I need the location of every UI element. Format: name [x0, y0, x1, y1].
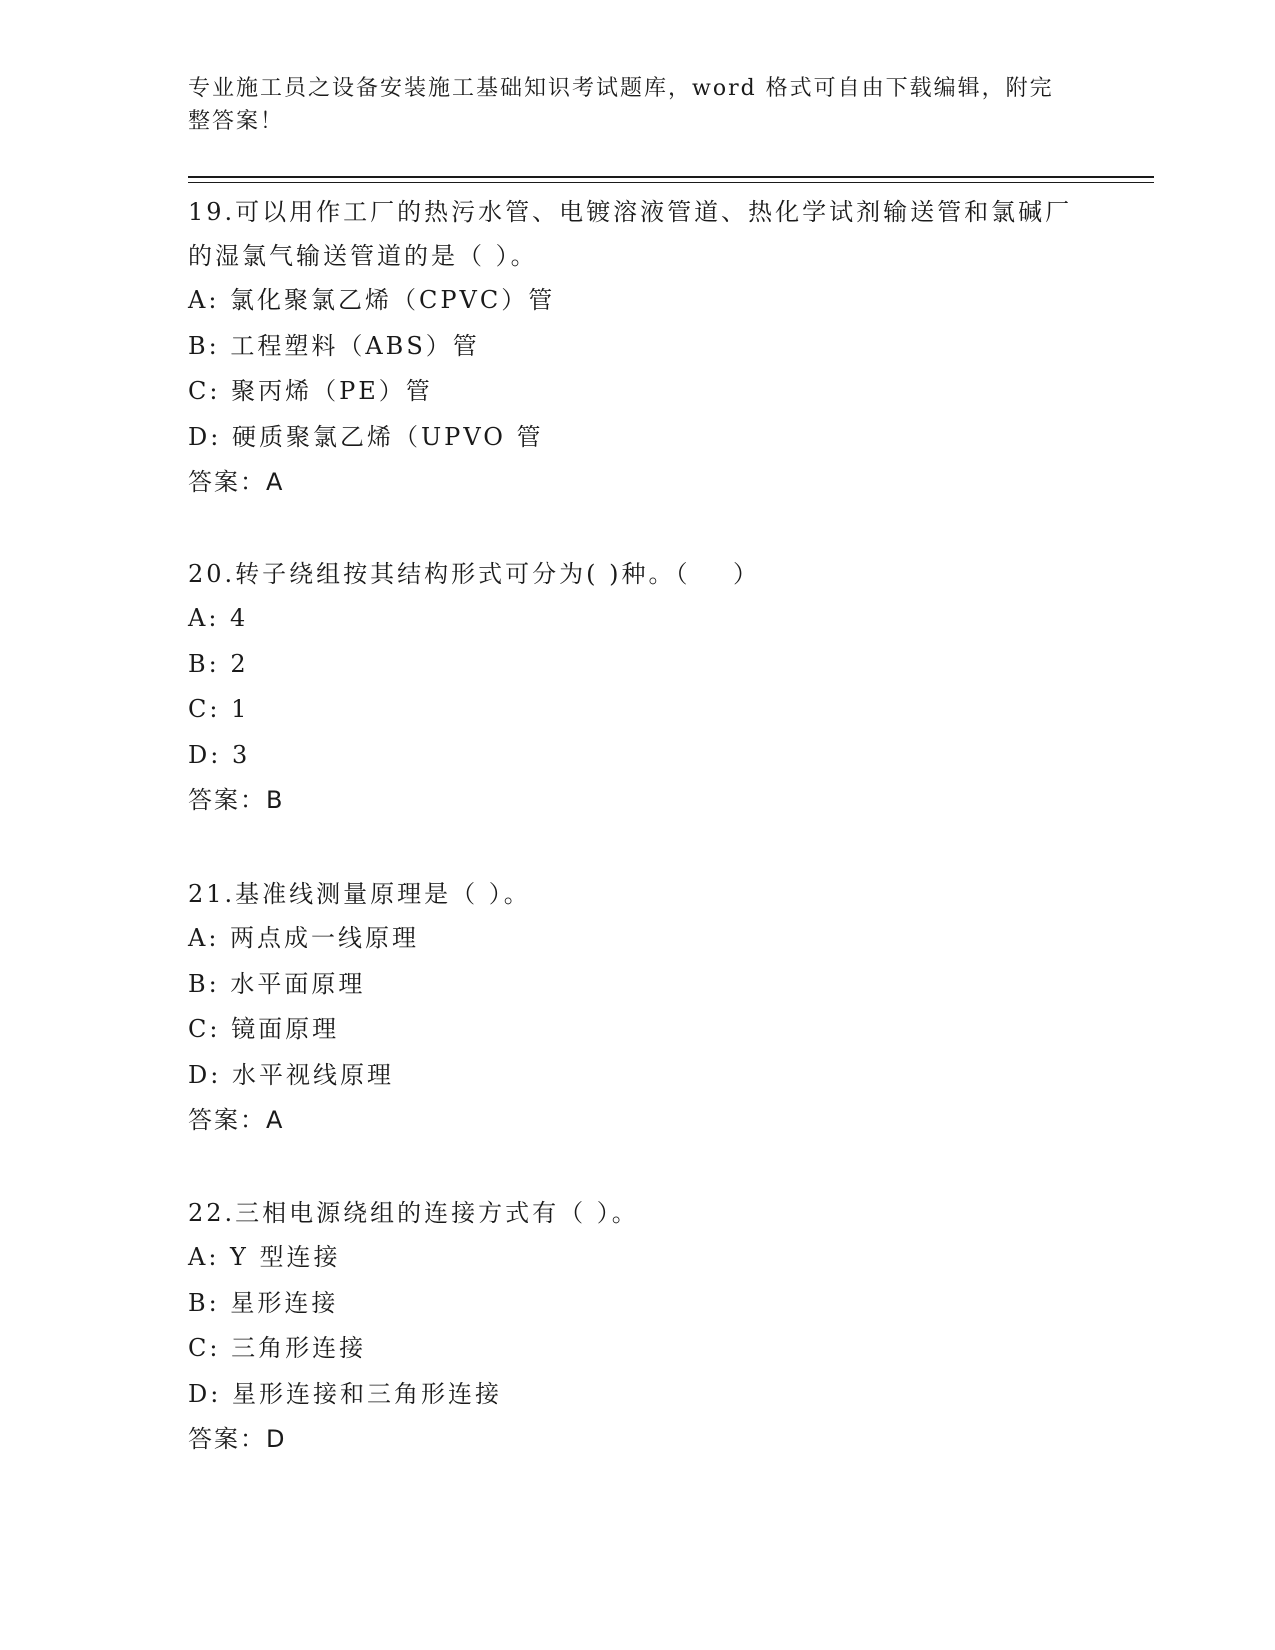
- option-d: D: 星形连接和三角形连接: [188, 1379, 502, 1408]
- option-a: A: 氯化聚氯乙烯（CPVC）管: [188, 286, 556, 314]
- option-c: C: 聚丙烯（PE）管: [188, 377, 433, 405]
- option-d: D: 水平视线原理: [188, 1060, 394, 1089]
- answer: 答案：A: [188, 468, 285, 496]
- option-d: D: 硬质聚氯乙烯（UPVO 管: [188, 422, 544, 451]
- question-20: [188, 552, 1088, 823]
- option-b: B: 2: [188, 649, 249, 678]
- answer: 答案：D: [188, 1425, 287, 1453]
- option-a: A: 两点成一线原理: [188, 924, 420, 952]
- option-d: D: 3: [188, 740, 251, 769]
- option-b: B: 水平面原理: [188, 969, 366, 998]
- header-divider-thick: [188, 176, 1154, 178]
- document-header: 专业施工员之设备安装施工基础知识考试题库，word 格式可自由下载编辑，附完整答案！: [188, 76, 1054, 134]
- header-divider-thin: [188, 182, 1154, 183]
- question-stem: 19.可以用作工厂的热污水管、电镀溶液管道、热化学试剂输送管和氯碱厂的湿氯气输送管道的是（ ）。: [188, 198, 1073, 270]
- option-b: B: 星形连接: [188, 1288, 339, 1317]
- option-c: C: 1: [188, 695, 250, 723]
- option-c: C: 镜面原理: [188, 1015, 340, 1043]
- question-stem: 22.三相电源绕组的连接方式有（ ）。: [188, 1199, 639, 1227]
- question-19: [188, 190, 1088, 505]
- option-a: A: Y 型连接: [188, 1243, 341, 1271]
- question-21: [188, 872, 1088, 1143]
- option-c: C: 三角形连接: [188, 1334, 367, 1362]
- answer: 答案：A: [188, 1106, 285, 1134]
- answer: 答案：B: [188, 786, 285, 814]
- question-22: [188, 1191, 1088, 1462]
- option-b: B: 工程塑料（ABS）管: [188, 331, 480, 360]
- question-stem: 20.转子绕组按其结构形式可分为( )种。（ ）: [188, 560, 761, 588]
- option-a: A: 4: [188, 604, 249, 632]
- question-stem: 21.基准线测量原理是（ ）。: [188, 880, 531, 908]
